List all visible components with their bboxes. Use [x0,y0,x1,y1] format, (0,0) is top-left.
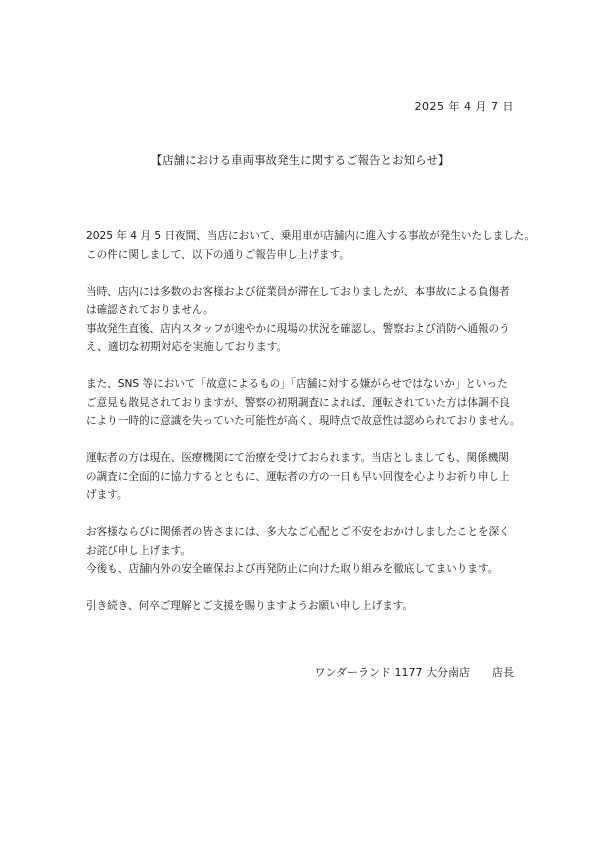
signature-store-name: ワンダーランド 1177 大分南店 [314,666,470,679]
text-line: 事故発生直後、店内スタッフが速やかに現場の状況を確認し、警察および消防へ通報のう [86,322,510,335]
paragraph-sns-rumors [86,375,526,431]
document-date: 2025 年 4 月 7 日 [414,100,514,113]
text-line: また、SNS 等において「故意によるもの」「店舗に対する嫌がらせではないか」といった [86,378,508,390]
text-line: お客様ならびに関係者の皆さまには、多大なご心配とご不安をおかけしましたことを深く [86,526,510,538]
paragraph-injuries-response [86,283,526,357]
text-line: お詫び申し上げます。 [86,544,192,557]
text-line: 運転者の方は現在、医療機関にて治療を受けておられます。当店としましても、関係機関 [86,452,509,464]
text-line: は確認されておりません。 [86,304,214,316]
paragraph-incident-summary [86,227,536,264]
document-body [86,227,536,634]
text-line: により一時的に意識を失っていた可能性が高く、現時点で故意性は認められておりません。 [86,415,521,427]
text-line: の調査に全面的に協力するとともに、運転者の方の一日も早い回復を心よりお祈り申し上 [86,470,510,483]
paragraph-closing [86,597,526,616]
paragraph-apology [86,523,526,579]
document-title: 【店舗における車両事故発生に関するご報告とお知らせ】 [150,153,450,167]
text-line: 当時、店内には多数のお客様および従業員が滞在しておりましたが、本事故による負傷者 [86,285,510,298]
text-line: 引き続き、何卒ご理解とご支援を賜りますようお願い申し上げます。 [86,600,414,612]
text-line: 今後も、店舗内外の安全確保および再発防止に向けた取り組みを徹底してまいります。 [86,563,499,575]
signature [314,664,514,680]
text-line: ご意見も散見されておりますが、警察の初期調査によれば、運転されていた方は体調不良 [86,396,510,409]
text-line: げます。 [86,489,128,501]
text-line: え、適切な初期対応を実施しております。 [86,341,288,353]
signature-role: 店長 [492,666,514,679]
paragraph-driver-status [86,449,526,505]
text-line: 2025 年 4 月 5 日夜間、当店において、乗用車が店舗内に進入する事故が発生いたしました。 [86,230,536,242]
text-line: この件に関しまして、以下の通りご報告申し上げます。 [86,248,350,261]
